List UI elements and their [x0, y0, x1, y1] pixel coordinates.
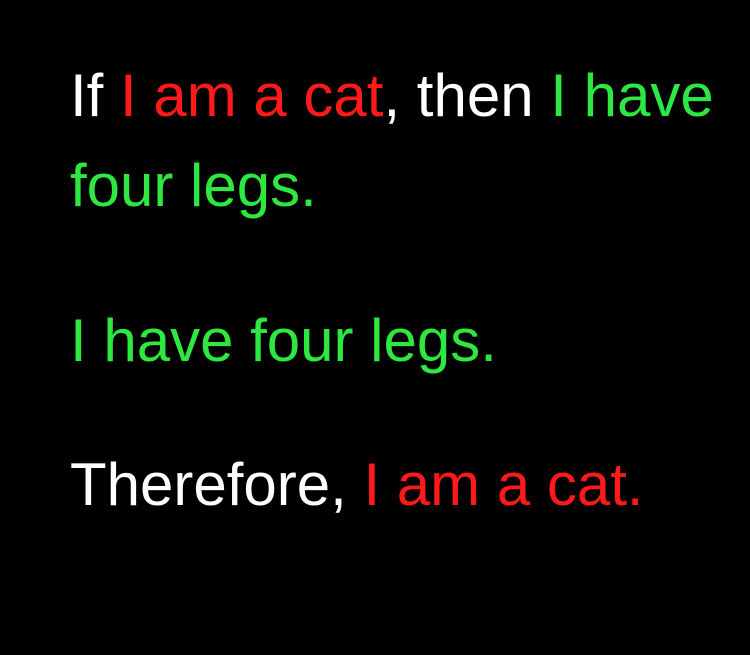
affirmed-consequent-premise: [70, 296, 740, 386]
therefore-word: Therefore,: [70, 451, 364, 518]
then-word: , then: [383, 62, 551, 129]
conclusion: [70, 440, 740, 530]
conclusion-antecedent: I am a cat.: [363, 451, 644, 518]
if-word: If: [70, 62, 121, 129]
antecedent-phrase: I am a cat: [120, 62, 384, 129]
consequent-phrase: I have four legs.: [70, 62, 714, 219]
affirmed-consequent: I have four legs.: [70, 307, 497, 374]
conditional-premise: [70, 51, 740, 231]
